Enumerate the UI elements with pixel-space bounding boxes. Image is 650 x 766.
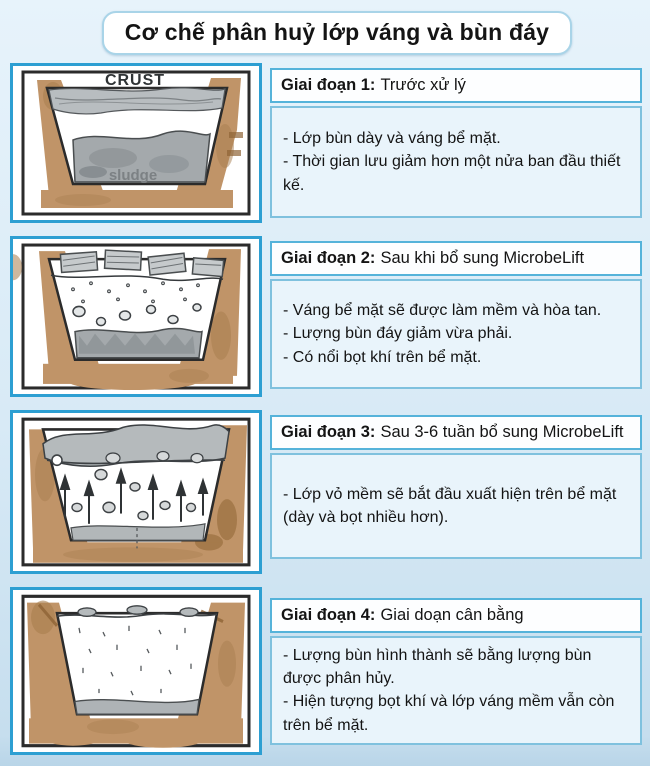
stage-1-bullet-2: - Thời gian lưu giảm hơn một nửa ban đầu thiết kế. (283, 153, 621, 194)
stage-1-text (270, 63, 642, 223)
lagoon-outline (57, 613, 217, 714)
thin-sludge-layer (75, 699, 199, 714)
stage-4-text (270, 587, 642, 755)
sludge-label: sludge (108, 167, 158, 184)
stage-4-description (270, 636, 642, 745)
reduced-sludge-layer (75, 328, 202, 357)
stage-2-description (270, 279, 642, 389)
stage-4-heading (270, 598, 642, 633)
stage-3-text (270, 410, 642, 574)
stage-3-illustration-panel (10, 410, 262, 574)
stage-1-row (10, 63, 642, 223)
stage-2-bullet-3: - Có nổi bọt khí trên bể mặt. (283, 348, 482, 366)
stage-2-text (270, 236, 642, 397)
stage-4-bullet-1: - Lượng bùn hình thành sẽ bằng lượng bùn được phân hủy. (283, 647, 592, 688)
stage-3-heading-text: Sau 3-6 tuần bổ sung MicrobeLift (380, 423, 624, 441)
stage-2-illustration-panel (10, 236, 262, 397)
stage-2-heading-label: Giai đoạn 2: (281, 249, 376, 267)
stage-2-bullet-2: - Lượng bùn đáy giảm vừa phải. (283, 325, 513, 343)
lagoon-crust-breaking-sketch (13, 239, 259, 394)
lagoon-equilibrium-sketch (13, 590, 259, 752)
stage-2-bullet-1: - Váng bể mặt sẽ được làm mềm và hòa tan. (283, 302, 602, 320)
stage-1-illustration-panel (10, 63, 262, 223)
stage-1-bullet-1: - Lớp bùn dày và váng bể mặt. (283, 130, 501, 148)
stage-1-heading-label: Giai đoạn 1: (281, 76, 376, 94)
stage-4-row (10, 587, 642, 755)
stage-1-description (270, 106, 642, 218)
stage-3-row (10, 410, 642, 574)
stage-1-heading (270, 68, 642, 103)
lagoon-soft-crust-sketch (13, 413, 259, 571)
stage-4-bullet-2: - Hiện tượng bọt khí và lớp váng mềm vẫn còn trên bể mặt. (283, 693, 615, 734)
crust-label: CRUST (104, 72, 166, 89)
stage-2-row (10, 236, 642, 397)
stage-1-heading-text: Trước xử lý (380, 76, 466, 94)
stage-3-bullet-1: - Lớp vỏ mềm sẽ bắt đầu xuất hiện trên bể mặt (dày và bọt nhiều hơn). (283, 485, 617, 526)
stage-2-heading-text: Sau khi bổ sung MicrobeLift (380, 249, 585, 267)
surface-crust-layer (49, 88, 225, 114)
stage-2-heading (270, 241, 642, 276)
stage-3-description (270, 453, 642, 559)
stage-4-heading-label: Giai đoạn 4: (281, 606, 376, 624)
stage-4-heading-text: Giai doạn cân bằng (380, 606, 524, 624)
stage-3-heading (270, 415, 642, 450)
stage-3-heading-label: Giai đoạn 3: (281, 423, 376, 441)
page-title: Cơ chế phân huỷ lớp váng và bùn đáy (102, 11, 572, 55)
lagoon-before-treatment-sketch (13, 66, 259, 220)
stage-4-illustration-panel (10, 587, 262, 755)
